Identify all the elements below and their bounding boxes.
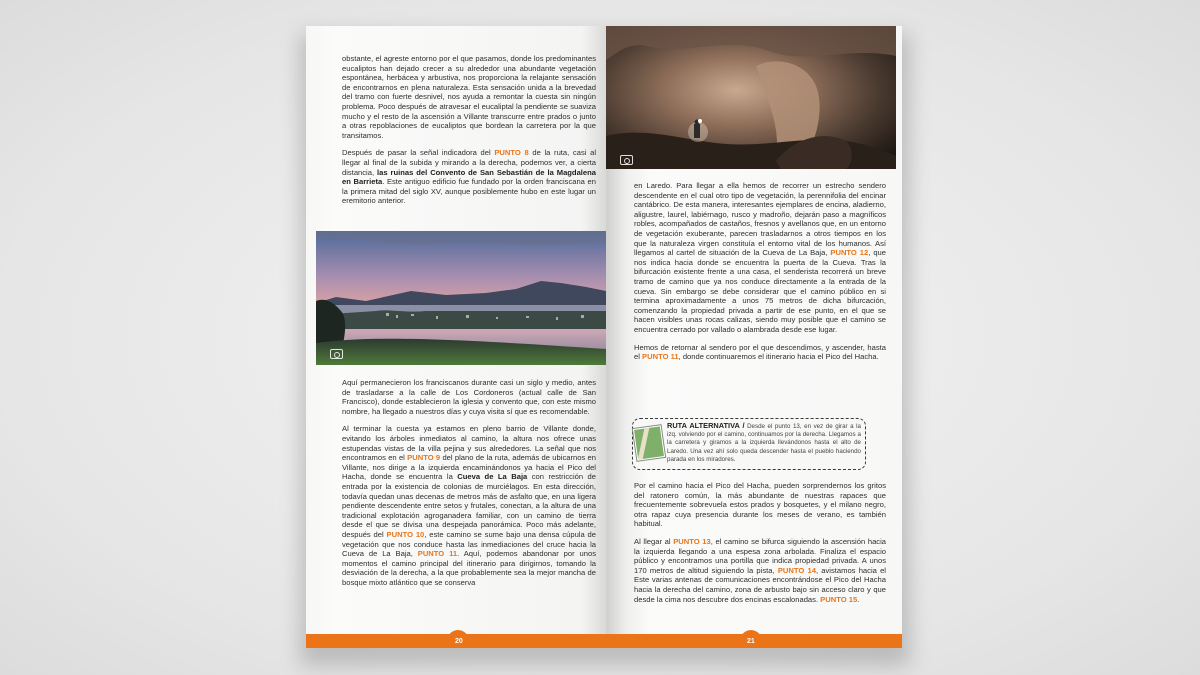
right-text-bottom <box>634 481 886 612</box>
alternative-route-body: Desde el punto 13, en vez de girar a la izq. volviendo por el camino, continuamos por la derecha. Llegamos a la carretera y giramos a la izquierda llevándonos hasta el alto de Laredo. Una vez ahí solo queda descender hasta el pueblo haciendo parada en los miradores. <box>667 423 861 463</box>
text-span: Después de pasar la señal indicadora del <box>342 148 495 158</box>
text-span: . <box>857 594 860 604</box>
camera-icon <box>330 349 343 359</box>
camera-icon <box>620 155 633 165</box>
right-paragraph-2 <box>634 343 886 362</box>
text-span: Al llegar al <box>634 536 674 546</box>
right-paragraph-1 <box>634 181 886 335</box>
left-paragraph-2 <box>342 148 596 206</box>
text-span: Al terminar la cuesta ya estamos en pleno barrio de Villante donde, evitando los árboles inmediatos al camino, la altura nos ofrece unas estupendas vistas de la villa pejina y sus alrededores. La señal que nos encontramos en el <box>342 424 596 463</box>
map-icon <box>633 425 665 461</box>
right-paragraph-3: Por el camino hacia el Pico del Hacha, pueden sorprendernos los gritos del ratonero común, la más abundante de nuestras rapaces que frecuentemente sobrevuela estos prados y bosquetes, y el milano negro, otra rapaz cuya presencia durante los meses de verano, es también habitual. <box>634 481 886 529</box>
punto-label: PUNTO 8 <box>494 148 529 158</box>
punto-label: PUNTO 9 <box>407 453 441 463</box>
text-span: con restricción de entrada por la existencia de colonias de murciélagos. En esta dirección, todavía quedan unas decenas de metros más de asfalto que, en una ligera pendiente descendente entre setos y frutales, conectan, a la altura de una tradicional explotación agroganadera familiar, con un camino de tierra desde el que se divisa una despejada panorámica. Poco más adelante, después del <box>342 472 597 539</box>
punto-label: PUNTO 12 <box>830 248 869 258</box>
punto-label: PUNTO 15 <box>820 594 858 604</box>
left-text-bottom <box>342 378 596 595</box>
punto-label: PUNTO 10 <box>386 529 425 539</box>
text-span: . Este antiguo edificio fue fundado por la orden franciscana en la primera mitad del siglo XV, aunque posiblemente hubo en este lugar un eremitorio anterior. <box>342 177 596 206</box>
left-paragraph-4 <box>342 424 596 587</box>
sunset-landscape-image <box>316 231 606 365</box>
landscape-photo <box>316 231 606 365</box>
alternative-route-text <box>667 422 861 464</box>
text-span: , donde continuaremos el itinerario hacia el Pico del Hacha. <box>678 352 879 362</box>
alternative-route-title: RUTA ALTERNATIVA / <box>667 421 745 430</box>
punto-label: PUNTO 11 <box>417 549 458 559</box>
left-paragraph-3: Aquí permanecieron los franciscanos durante casi un siglo y medio, antes de trasladarse a la calle de Los Cordoneros (actual calle de San Francisco), donde establecieron la iglesia y convento que, con este mismo nombre, ha llegado a nuestros días y cuya visita sí que es recomendable. <box>342 378 596 416</box>
text-span: en Laredo. Para llegar a ella hemos de recorrer un estrecho sendero descendente en el cual otro tipo de vegetación, la perennifolia del encinar cantábrico. De esta manera, interesantes ejemplares de encina, aladierno, aligustre, laurel, labiérnago, rusco y madroño, dejarán paso a magníficos robles, acompañados de castaños, fresnos y avellanos que, en un entorno de vegetación exuberante, parecen trasladarnos a otros tiempos en los que la naturaleza virgen constituía el entorno vital de los humanos. Así llegamos al cartel de situación de la Cueva de La Baja, <box>634 181 886 258</box>
text-span: del plano de la ruta, además de ubicarnos en Villante, nos dirige a la izquierda encaminándonos ya hacia el Pico del Hacha, donde se encuentra la <box>342 453 596 482</box>
text-span: de la ruta, casi al llegar al final de la subida y mirando a la derecha, podemos ver, a cierta distancia, <box>342 148 597 177</box>
text-span: , avistamos hacia el Este varias antenas de comunicaciones encontrándose el Pico del Hacha hacia la derecha del camino, zona de arbusto bajo sin acceso claro y que desde la cima nos descubre dos encinas escalonadas. <box>634 565 886 604</box>
punto-label: PUNTO 13 <box>673 536 711 546</box>
right-page <box>606 26 902 648</box>
left-text-top <box>342 54 596 214</box>
left-page <box>306 26 606 648</box>
punto-label: PUNTO 11 <box>642 352 679 362</box>
text-span: . Aquí, podemos abandonar por unos momentos el camino principal del itinerario para dirigirnos, tomando la desviación de la derecha, a la que probablemente sea la mejor mancha de bosque mixto atlántico que se conserva <box>342 549 597 587</box>
text-span: , que nos indica hacia donde se encuentra la puerta de la Cueva. Tras la bifurcación existente frente a una casa, el senderista recorrerá un breve tramo de camino que ya nos conduce directamente a la entrada de la cueva. Sin embargo se debe considerar que el camino público en si termina aproximadamente a unos 75 metros de dicha bifurcación, comenzando la propiedad privada a partir de ese punto, en el que se hacen visibles unas rocas calizas, siendo muy posible que el camino se encuentra cerrado por vallado o alambrada desde ese lugar. <box>634 248 886 334</box>
left-page-number: 20 <box>452 638 466 645</box>
alternative-route-box <box>632 418 866 470</box>
text-span: , este camino se sume bajo una densa cúpula de vegetación que nos conduce hasta las inmediaciones del cruce hacia la Cueva de La Baja, <box>342 529 597 559</box>
map-road-shape <box>638 428 650 460</box>
right-text-top <box>634 181 886 370</box>
text-span: Hemos de retornar al sendero por el que descendimos, y ascender, hasta el <box>634 342 886 362</box>
cave-highlight: Cueva de La Baja <box>457 472 528 482</box>
cave-photo <box>606 26 896 169</box>
text-span: , el camino se bifurca siguiendo la ascensión hacia la izquierda llegando a una espesa zona arbolada. Finaliza el espacio público y encontramos una portilla que indica propiedad privada. A unos 170 metros de altitud siguiendo la pista, <box>634 536 886 575</box>
left-paragraph-1: obstante, el agreste entorno por el que pasamos, donde los predominantes eucaliptos han dejado crecer a su alrededor una abundante vegetación espontánea, herbácea y arbustiva, nos proporciona la relajante sensación de encontrarnos en plena naturaleza. Esta sensación unida a la brevedad del tramo con fuerte desnivel, nos ayuda a remontar la cuesta sin ningún problema. Poco después de atravesar el eucaliptal la pendiente se suaviza mucho y el resto de la ascensión a Villante transcurre entre prados o junto a otras repoblaciones de eucaliptos que bordean la carretera por la que transitamos. <box>342 54 596 140</box>
cave-interior-image <box>606 26 896 169</box>
right-page-number: 21 <box>744 638 758 645</box>
convent-highlight: las ruinas del Convento de San Sebastián de la Magdalena en Barrieta <box>342 167 596 187</box>
punto-label: PUNTO 14 <box>777 565 816 575</box>
right-paragraph-4 <box>634 537 886 604</box>
